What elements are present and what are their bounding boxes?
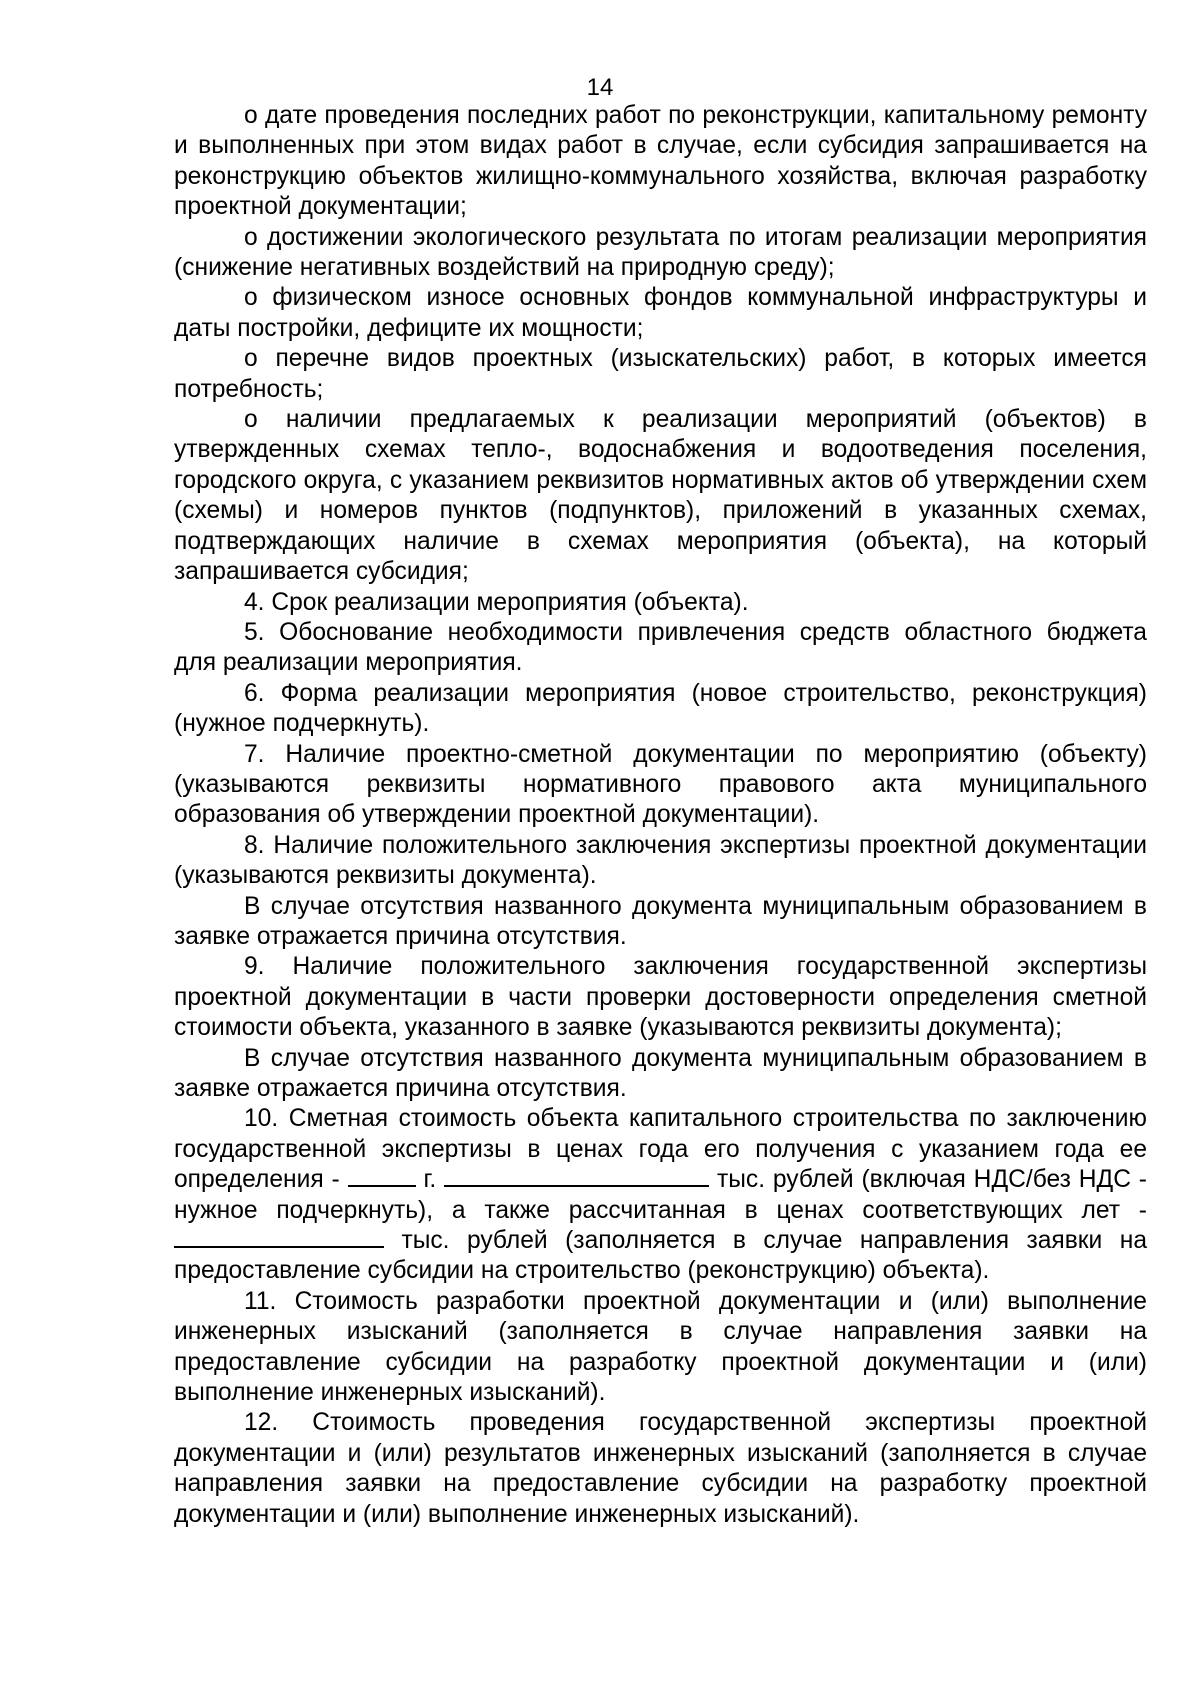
paragraph-item-4: 4. Срок реализации мероприятия (объекта).	[244, 588, 749, 616]
paragraph-item-9: 9. Наличие положительного заключения государственной экспертизы проектной документации в части проверки достоверности определения сметной стоимости объекта, указанного в заявке (указываются реквизиты документа);	[174, 953, 1147, 1042]
paragraph-item-12: 12. Стоимость проведения государственной экспертизы проектной документации и (или) результатов инженерных изысканий (заполняется в случае направления заявки на предоставление субсидии на разработку проектной документации и (или) выполнение инженерных изысканий).	[174, 1409, 1147, 1528]
item-10-text-part3: тыс. рублей (включая НДС/без НДС - нужное подчеркнуть), а также рассчитанная в ценах соответствующих лет -	[174, 1166, 1147, 1224]
paragraph-item-8: 8. Наличие положительного заключения экспертизы проектной документации (указываются реквизиты документа).	[174, 831, 1147, 890]
paragraph-item-9-absence-note: В случае отсутствия названного документа муниципальным образованием в заявке отражается причина отсутствия.	[174, 1044, 1147, 1102]
page-number: 14	[586, 74, 614, 101]
paragraph-ecological-result: о достижении экологического результата по итогам реализации мероприятия (снижение негативных воздействий на природную среду);	[174, 223, 1147, 282]
paragraph-survey-works-list: о перечне видов проектных (изыскательских) работ, в которых имеется потребность;	[174, 345, 1147, 403]
estimated-cost-blank-field[interactable]	[444, 1165, 709, 1187]
paragraph-approved-schemes: о наличии предлагаемых к реализации мероприятий (объектов) в утвержденных схемах тепло-, водоснабжения и водоотведения поселения, городского округа, с указанием реквизитов нормативных актов об утверждении схем (схемы) и номеров пунктов (подпунктов), приложений в указанных схемах, подтверждающих наличие в схемах мероприятия (объекта), на который запрашивается субсидия;	[174, 406, 1147, 586]
paragraph-item-7: 7. Наличие проектно-сметной документации по мероприятию (объекту) (указываются реквизиты нормативного правового акта муниципального образования об утверждении проектной документации).	[174, 740, 1147, 829]
cost-by-years-blank-field[interactable]	[174, 1226, 384, 1248]
paragraph-item-11: 11. Стоимость разработки проектной документации и (или) выполнение инженерных изысканий (заполняется в случае направления заявки на предоставление субсидии на разработку проектной документации и (или) выполнение инженерных изысканий).	[174, 1287, 1147, 1407]
paragraph-item-8-absence-note: В случае отсутствия названного документа муниципальным образованием в заявке отражается причина отсутствия.	[174, 892, 1147, 950]
paragraph-item-5: 5. Обоснование необходимости привлечения средств областного бюджета для реализации мероприятия.	[174, 618, 1147, 677]
paragraph-item-6: 6. Форма реализации мероприятия (новое строительство, реконструкция) (нужное подчеркнуть).	[174, 679, 1147, 738]
paragraph-item-10	[174, 1104, 1147, 1286]
paragraph-physical-wear: о физическом износе основных фондов коммунальной инфраструктуры и даты постройки, дефиците их мощности;	[174, 284, 1147, 342]
item-10-text-part2: г.	[415, 1166, 445, 1194]
paragraph-last-works-date: о дате проведения последних работ по реконструкции, капитальному ремонту и выполненных при этом видах работ в случае, если субсидия запрашивается на реконструкцию объектов жилищно-коммунального хозяйства, включая разработку проектной документации;	[174, 102, 1147, 221]
item-10-text-part1: 10. Сметная стоимость объекта капитального строительства по заключению государственной экспертизы в ценах года его получения с указанием года ее определения -	[174, 1105, 1147, 1194]
year-blank-field[interactable]	[348, 1165, 416, 1187]
item-10-text-part4: тыс. рублей (заполняется в случае направления заявки на предоставление субсидии на строительство (реконструкцию) объекта).	[174, 1227, 1147, 1285]
document-body	[174, 101, 1147, 1530]
